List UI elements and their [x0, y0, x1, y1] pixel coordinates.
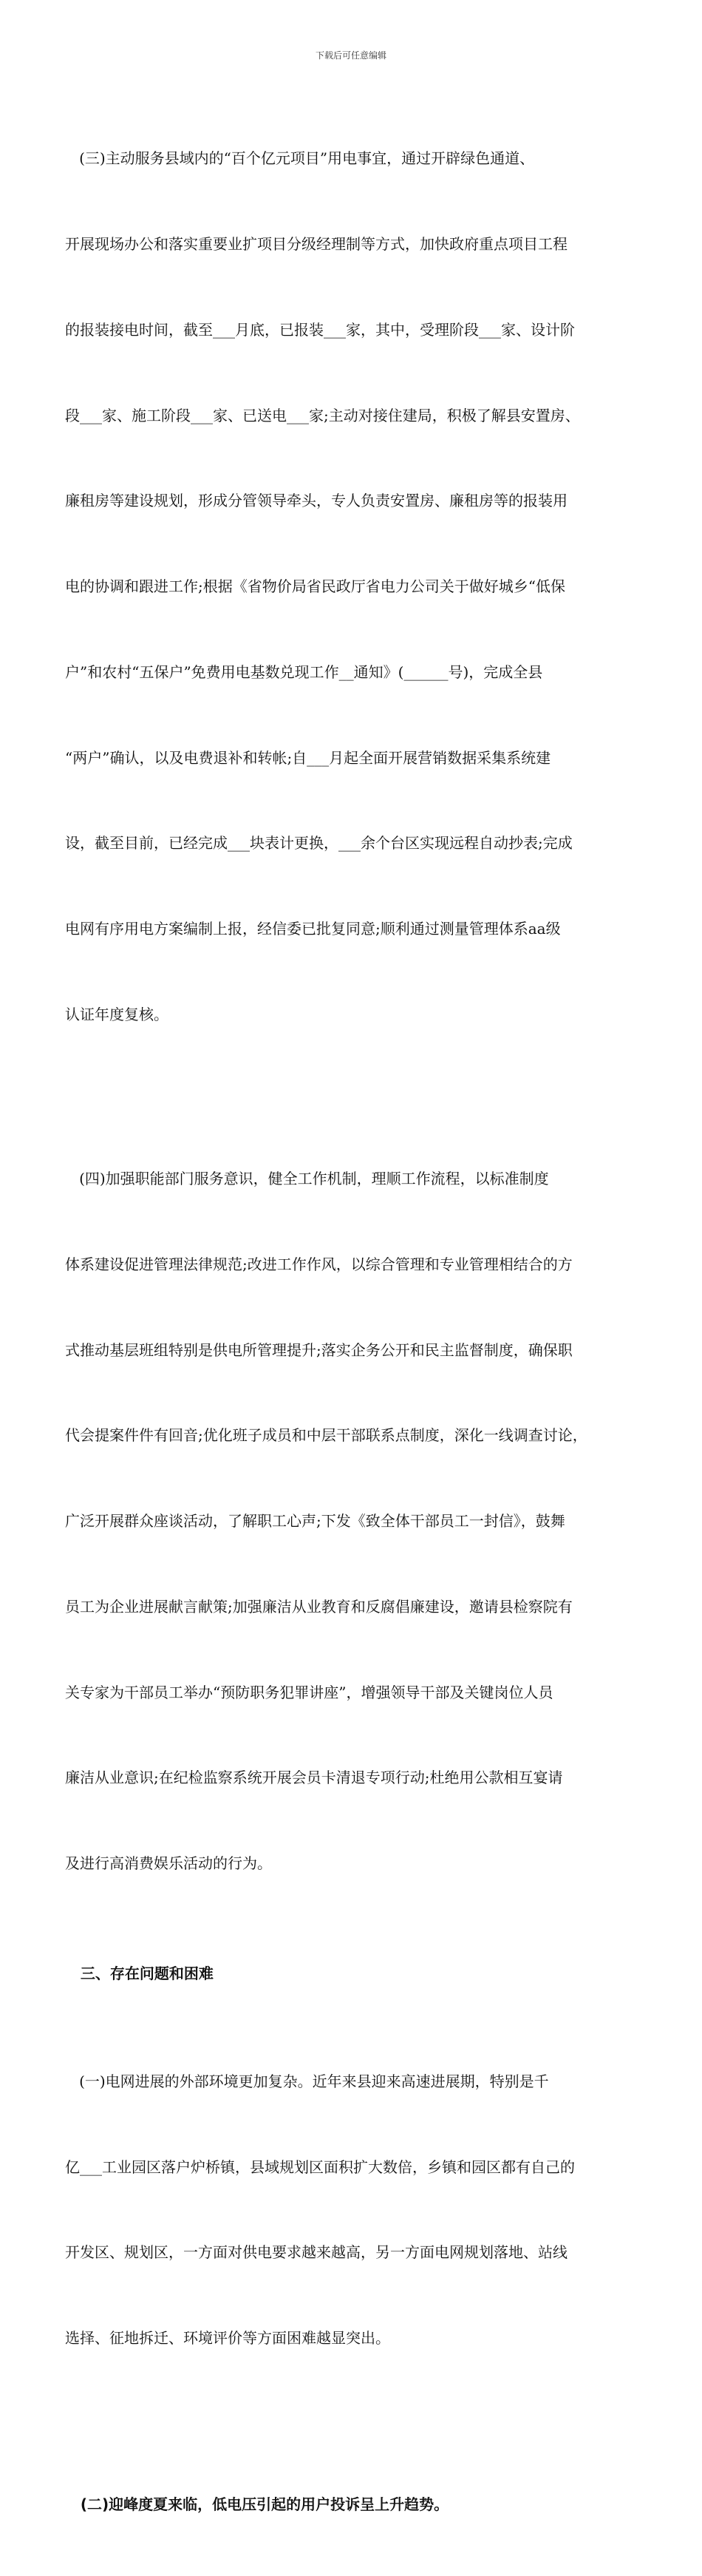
paragraph-summer-peak — [65, 2433, 649, 2576]
section-heading-problems: 三、存在问题和困难 — [65, 1965, 214, 1982]
page-header-note: 下载后可任意编辑 — [315, 50, 386, 61]
text-line: (一)电网进展的外部环境更加复杂。近年来县迎来高速进展期，特别是千 — [65, 2072, 549, 2090]
text-line: 的报装接电时间，截至___月底，已报装___家，其中，受理阶段___家、设计阶 — [65, 320, 575, 339]
text-line: 及进行高消费娱乐活动的行为。 — [65, 1854, 272, 1873]
text-line: 代会提案件件有回音;优化班子成员和中层干部联系点制度，深化一线调查讨论， — [65, 1426, 587, 1445]
text-line: 开发区、规划区，一方面对供电要求越来越高，另一方面电网规划落地、站线 — [65, 2243, 568, 2262]
text-line: 体系建设促进管理法律规范;改进工作作风，以综合管理和专业管理相结合的方 — [65, 1255, 573, 1273]
text-line: 廉洁从业意识;在纪检监察系统开展会员卡清退专项行动;杜绝用公款相互宴请 — [65, 1769, 563, 1787]
text-line: (二)迎峰度夏来临，低电压引起的用户投诉呈上升趋势。 — [65, 2495, 449, 2514]
paragraph-service-projects — [65, 87, 649, 1086]
text-line: 关专家为干部员工举办“预防职务犯罪讲座”，增强领导干部及关键岗位人员 — [65, 1683, 553, 1701]
text-line: 户”和农村“五保户”免费用电基数兑现工作__通知》(______号)，完成全县 — [65, 662, 543, 681]
text-line: 设，截至目前，已经完成___块表计更换，___余个台区实现远程自动抄表;完成 — [65, 834, 573, 853]
text-line: (三)主动服务县域内的“百个亿元项目”用电事宜，通过开辟绿色通道、 — [65, 149, 535, 168]
text-line: 段___家、施工阶段___家、已送电___家;主动对接住建局，积极了解县安置房、 — [65, 406, 580, 424]
document-body — [65, 87, 649, 2576]
text-line: “两户”确认，以及电费退补和转帐;自___月起全面开展营销数据采集系统建 — [65, 748, 551, 767]
text-line: 式推动基层班组特别是供电所管理提升;落实企务公开和民主监督制度，确保职 — [65, 1340, 573, 1359]
text-line: 开展现场办公和落实重要业扩项目分级经理制等方式，加快政府重点项目工程 — [65, 234, 568, 253]
paragraph-external-environment — [65, 2010, 649, 2410]
text-line: 廉租房等建设规划，形成分管领导牵头，专人负责安置房、廉租房等的报装用 — [65, 492, 568, 510]
text-line: 电的协调和跟进工作;根据《省物价局省民政厅省电力公司关于做好城乡“低保 — [65, 577, 565, 596]
text-line: 员工为企业进展献言献策;加强廉洁从业教育和反腐倡廉建设，邀请县检察院有 — [65, 1597, 573, 1616]
text-line: 电网有序用电方案编制上报，经信委已批复同意;顺利通过测量管理体系aa级 — [65, 920, 561, 938]
paragraph-department-service — [65, 1108, 649, 1935]
text-line: 选择、征地拆迁、环境评价等方面困难越显突出。 — [65, 2329, 390, 2348]
text-line: (四)加强职能部门服务意识，健全工作机制，理顺工作流程，以标准制度 — [65, 1169, 549, 1187]
text-line: 亿___工业园区落户炉桥镇，县域规划区面积扩大数倍，乡镇和园区都有自己的 — [65, 2158, 575, 2176]
text-line: 认证年度复核。 — [65, 1006, 168, 1023]
text-line: 广泛开展群众座谈活动，了解职工心声;下发《致全体干部员工一封信》，鼓舞 — [65, 1512, 565, 1531]
